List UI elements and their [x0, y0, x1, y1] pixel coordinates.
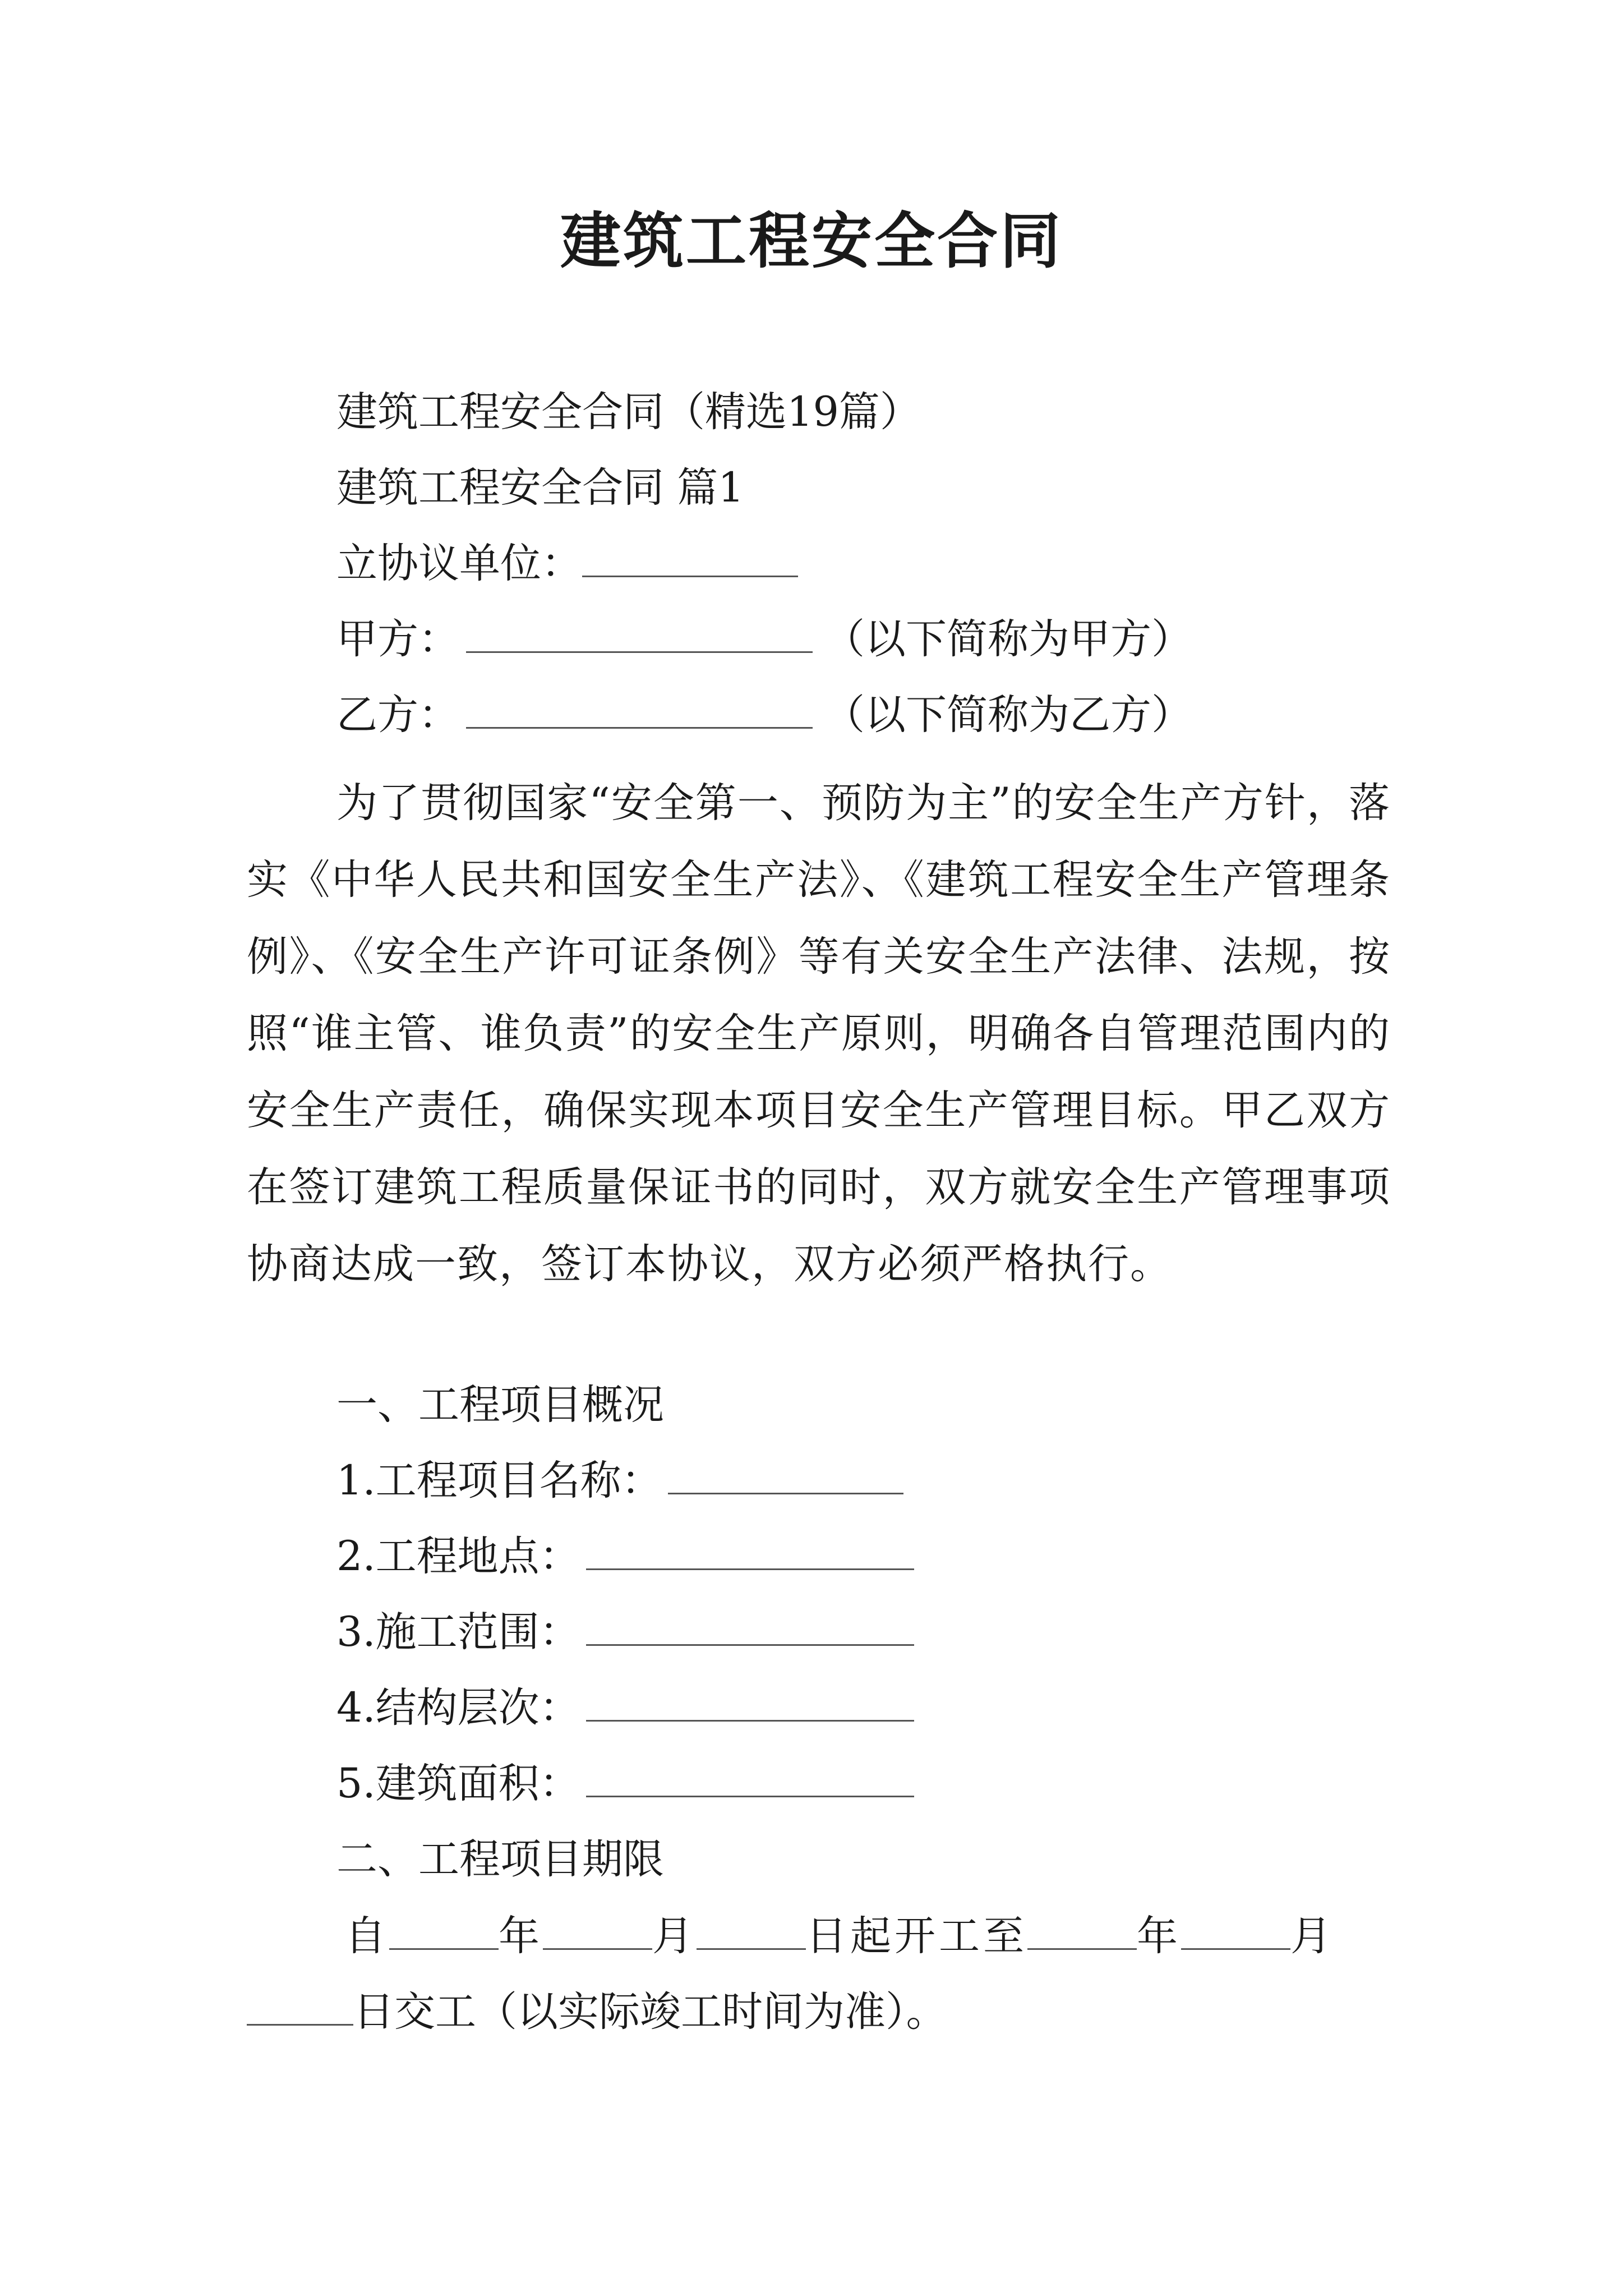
end-month-label: 月	[1290, 1912, 1335, 1960]
start-day-blank[interactable]	[697, 1909, 806, 1950]
end-month-blank[interactable]	[1181, 1909, 1290, 1950]
project-location-label: 2.工程地点：	[336, 1533, 580, 1580]
project-name-label: 1.工程项目名称：	[336, 1457, 662, 1504]
period-line-2	[247, 1984, 947, 2040]
construction-scope-blank[interactable]	[586, 1605, 914, 1646]
project-name-blank[interactable]	[668, 1453, 903, 1494]
party-unit-label: 立协议单位：	[336, 540, 582, 587]
party-b-suffix: （以下简称为乙方）	[824, 691, 1192, 739]
start-month-label: 月	[652, 1912, 697, 1960]
party-a-blank[interactable]	[466, 612, 813, 653]
start-month-blank[interactable]	[543, 1909, 652, 1950]
party-a-suffix: （以下简称为甲方）	[824, 615, 1192, 663]
end-text: 日交工（以实际竣工时间为准）。	[353, 1988, 947, 2036]
intro-paragraph: 为了贯彻国家“安全第一、预防为主”的安全生产方针，落实《中华人民共和国安全生产法》、《建筑工程安全生产管理条例》、《安全生产许可证条例》等有关安全生产法律、法规，按照“谁主管、谁负责”的安全生产原则，明确各自管理范围内的安全生产责任，确保实现本项目安全生产管理目标。甲乙双方在签订建筑工程质量保证书的同时，双方就安全生产管理事项协商达成一致，签订本协议，双方必须严格执行。	[247, 779, 1391, 1288]
party-unit-line	[336, 536, 798, 592]
party-a-line	[336, 611, 1192, 668]
building-area-line	[336, 1756, 914, 1812]
project-name-line	[336, 1453, 903, 1509]
construction-scope-line	[336, 1604, 914, 1660]
section-one-heading: 一、工程项目概况	[336, 1381, 664, 1429]
structure-levels-blank[interactable]	[586, 1681, 914, 1722]
start-year-label: 年	[499, 1912, 543, 1960]
structure-levels-line	[336, 1680, 914, 1736]
document-title: 建筑工程安全合同	[560, 206, 1063, 277]
party-b-label: 乙方：	[336, 691, 459, 739]
project-location-line	[336, 1529, 914, 1585]
building-area-blank[interactable]	[586, 1756, 914, 1797]
party-a-label: 甲方：	[336, 615, 459, 663]
period-from: 自	[345, 1912, 389, 1960]
party-unit-blank[interactable]	[582, 536, 798, 577]
subtitle: 建筑工程安全合同（精选19篇）	[336, 388, 921, 436]
end-year-blank[interactable]	[1027, 1909, 1137, 1950]
start-to-label: 日起开工至	[806, 1912, 1027, 1960]
party-b-line	[336, 687, 1192, 743]
building-area-label: 5.建筑面积：	[336, 1760, 580, 1807]
construction-scope-label: 3.施工范围：	[336, 1608, 580, 1656]
structure-levels-label: 4.结构层次：	[336, 1684, 580, 1732]
end-year-label: 年	[1137, 1912, 1181, 1960]
start-year-blank[interactable]	[389, 1909, 499, 1950]
party-b-blank[interactable]	[466, 688, 813, 729]
project-location-blank[interactable]	[586, 1529, 914, 1570]
article-heading: 建筑工程安全合同 篇1	[336, 464, 744, 512]
section-two-heading: 二、工程项目期限	[336, 1835, 664, 1883]
period-line-1	[345, 1908, 1335, 1964]
end-day-blank[interactable]	[247, 1985, 353, 2026]
